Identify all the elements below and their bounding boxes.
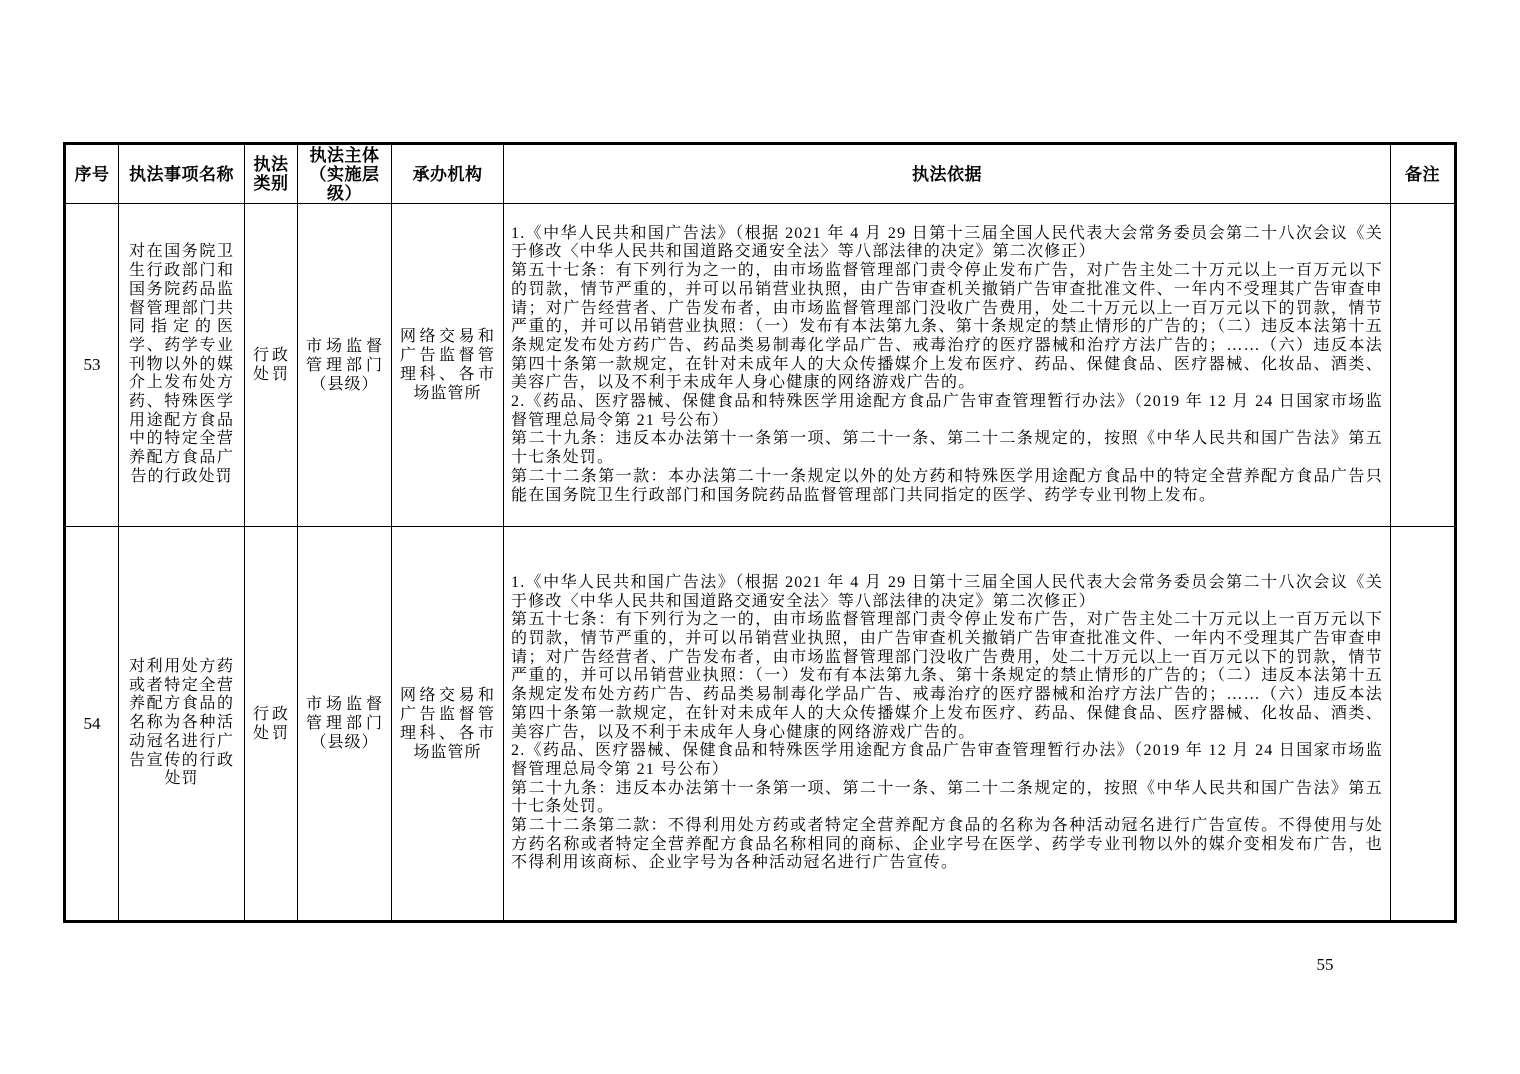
basis-paragraph: 1.《中华人民共和国广告法》（根据 2021 年 4 月 29 日第十三届全国人民代表大会常务委员会第二十八次会议《关于修改〈中华人民共和国道路交通安全法〉等八部法律的决定》第二次修正） [511, 224, 1383, 261]
header-seq: 序号 [65, 144, 119, 204]
row-subject: 市场监督管理部门（县级） [298, 527, 392, 922]
basis-paragraph: 第五十七条：有下列行为之一的，由市场监督管理部门责令停止发布广告，对广告主处二十万元以上一百万元以下的罚款，情节严重的，并可以吊销营业执照，由广告审查机关撤销广告审查批准文件、一年内不受理其广告审查申请；对广告经营者、广告发布者，由市场监督管理部门没收广告费用，处二十万元以上一百万元以下的罚款，情节严重的，并可以吊销营业执照：（一）发布有本法第九条、第十条规定的禁止情形的广告的；（二）违反本法第十五条规定发布处方药广告、药品类易制毒化学品广告、戒毒治疗的医疗器械和治疗方法广告的；……（六）违反本法第四十条第一款规定，在针对未成年人的大众传播媒介上发布医疗、药品、保健食品、医疗器械、化妆品、酒类、美容广告，以及不利于未成年人身心健康的网络游戏广告的。 [511, 262, 1383, 392]
basis-paragraph: 第二十九条：违反本办法第十一条第一项、第二十一条、第二十二条规定的，按照《中华人民共和国广告法》第五十七条处罚。 [511, 430, 1383, 467]
header-subject: 执法主体（实施层级） [298, 144, 392, 204]
table-row [65, 204, 1456, 527]
basis-paragraph: 第五十七条：有下列行为之一的，由市场监督管理部门责令停止发布广告，对广告主处二十万元以上一百万元以下的罚款，情节严重的，并可以吊销营业执照，由广告审查机关撤销广告审查批准文件、一年内不受理其广告审查申请；对广告经营者、广告发布者，由市场监督管理部门没收广告费用，处二十万元以上一百万元以下的罚款，情节严重的，并可以吊销营业执照：（一）发布有本法第九条、第十条规定的禁止情形的广告的；（二）违反本法第十五条规定发布处方药广告、药品类易制毒化学品广告、戒毒治疗的医疗器械和治疗方法广告的；……（六）违反本法第四十条第一款规定，在针对未成年人的大众传播媒介上发布医疗、药品、保健食品、医疗器械、化妆品、酒类、美容广告，以及不利于未成年人身心健康的网络游戏广告的。 [511, 611, 1383, 741]
row-agency: 网络交易和广告监督管理科、各市场监管所 [392, 204, 504, 527]
row-basis [504, 527, 1391, 922]
row-remark [1391, 204, 1456, 527]
page-number: 55 [1316, 955, 1334, 974]
row-seq: 53 [65, 204, 119, 527]
row-subject: 市场监督管理部门（县级） [298, 204, 392, 527]
basis-paragraph: 2.《药品、医疗器械、保健食品和特殊医学用途配方食品广告审查管理暂行办法》（2019 年 12 月 24 日国家市场监督管理总局令第 21 号公布） [511, 393, 1383, 429]
header-category: 执法类别 [245, 144, 298, 204]
basis-paragraph: 第二十二条第一款：本办法第二十一条规定以外的处方药和特殊医学用途配方食品中的特定全营养配方食品广告只能在国务院卫生行政部门和国务院药品监督管理部门共同指定的医学、药学专业刊物上发布。 [511, 467, 1383, 504]
header-agency: 承办机构 [392, 144, 504, 204]
table-row [65, 527, 1456, 922]
row-category: 行政处罚 [245, 527, 298, 922]
header-basis: 执法依据 [504, 144, 1391, 204]
row-item-name: 对在国务院卫生行政部门和国务院药品监督管理部门共同指定的医学、药学专业刊物以外的媒介上发布处方药、特殊医学用途配方食品中的特定全营养配方食品广告的行政处罚 [119, 204, 245, 527]
row-remark [1391, 527, 1456, 922]
header-remark: 备注 [1391, 144, 1456, 204]
row-item-name: 对利用处方药或者特定全营养配方食品的名称为各种活动冠名进行广告宣传的行政处罚 [119, 527, 245, 922]
enforcement-items-table [63, 142, 1457, 923]
basis-paragraph: 第二十二条第二款：不得利用处方药或者特定全营养配方食品的名称为各种活动冠名进行广告宣传。不得使用与处方药名称或者特定全营养配方食品名称相同的商标、企业字号在医学、药学专业刊物以外的媒介变相发布广告，也不得利用该商标、企业字号为各种活动冠名进行广告宣传。 [511, 817, 1383, 872]
basis-paragraph: 第二十九条：违反本办法第十一条第一项、第二十一条、第二十二条规定的，按照《中华人民共和国广告法》第五十七条处罚。 [511, 779, 1383, 816]
row-category: 行政处罚 [245, 204, 298, 527]
table-header-row [65, 144, 1456, 204]
basis-paragraph: 2.《药品、医疗器械、保健食品和特殊医学用途配方食品广告审查管理暂行办法》（2019 年 12 月 24 日国家市场监督管理总局令第 21 号公布） [511, 742, 1383, 778]
row-seq: 54 [65, 527, 119, 922]
basis-paragraph: 1.《中华人民共和国广告法》（根据 2021 年 4 月 29 日第十三届全国人民代表大会常务委员会第二十八次会议《关于修改〈中华人民共和国道路交通安全法〉等八部法律的决定》第二次修正） [511, 573, 1383, 610]
header-item-name: 执法事项名称 [119, 144, 245, 204]
row-basis [504, 204, 1391, 527]
row-agency: 网络交易和广告监督管理科、各市场监管所 [392, 527, 504, 922]
